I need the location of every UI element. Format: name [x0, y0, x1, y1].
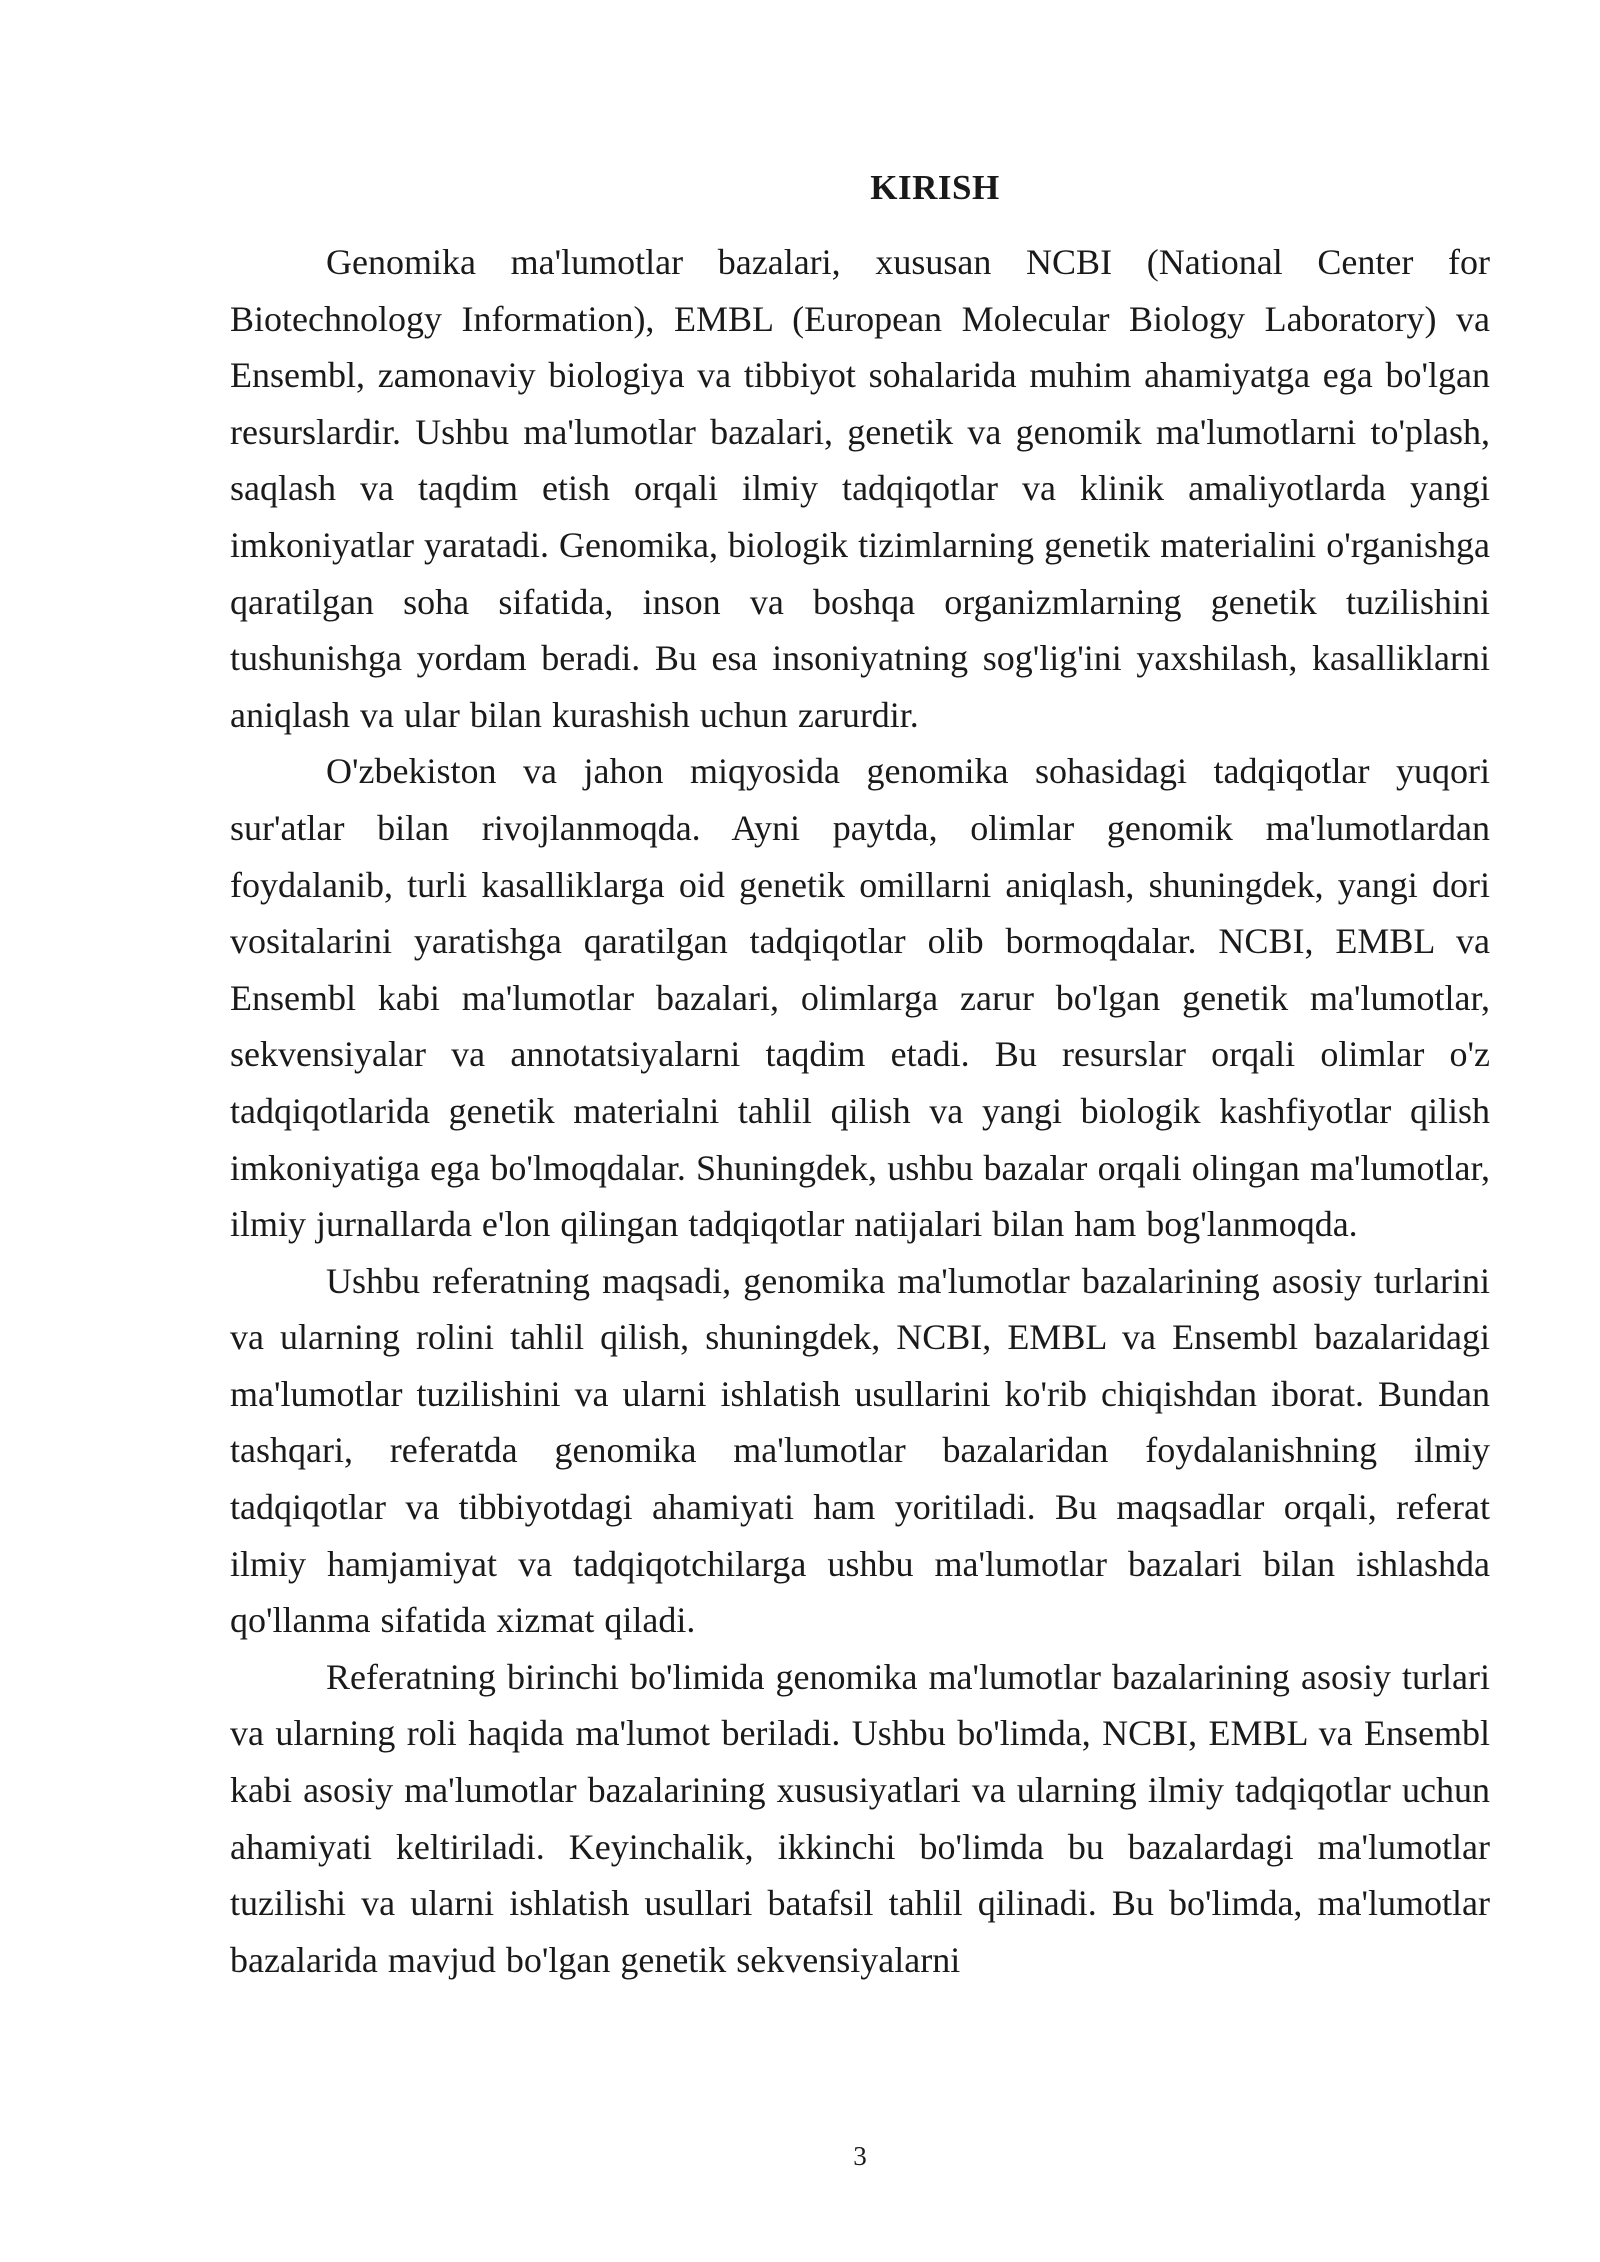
section-heading: KIRISH	[870, 168, 1000, 207]
document-page	[230, 160, 1490, 1988]
paragraph-research-development: O'zbekiston va jahon miqyosida genomika sohasidagi tadqiqotlar yuqori sur'atlar bilan rivojlanmoqda. Ayni paytda, olimlar genomik ma'lumotlardan foydalanib, turli kasalliklarga oid genetik omillarni aniqlash, shuningdek, yangi dori vositalarini yaratishga qaratilgan tadqiqotlar olib bormoqdalar. NCBI, EMBL va Ensembl kabi ma'lumotlar bazalari, olimlarga zarur bo'lgan genetik ma'lumotlar, sekvensiyalar va annotatsiyalarni taqdim etadi. Bu resurslar orqali olimlar o'z tadqiqotlarida genetik materialni tahlil qilish va yangi biologik kashfiyotlar qilish imkoniyatiga ega bo'lmoqdalar. Shuningdek, ushbu bazalar orqali olingan ma'lumotlar, ilmiy jurnallarda e'lon qilingan tadqiqotlar natijalari bilan ham bog'lanmoqda.	[230, 751, 1490, 1245]
page-number: 3	[853, 2141, 867, 2171]
paragraph-structure-overview: Referatning birinchi bo'limida genomika ma'lumotlar bazalarining asosiy turlari va ularning roli haqida ma'lumot beriladi. Ushbu bo'limda, NCBI, EMBL va Ensembl kabi asosiy ma'lumotlar bazalarining xususiyatlari va ularning ilmiy tadqiqotlar uchun ahamiyati keltiriladi. Keyinchalik, ikkinchi bo'limda bu bazalardagi ma'lumotlar tuzilishi va ularni ishlatish usullari batafsil tahlil qilinadi. Bu bo'limda, ma'lumotlar bazalarida mavjud bo'lgan genetik sekvensiyalarni	[230, 1656, 1490, 1980]
paragraph-purpose: Ushbu referatning maqsadi, genomika ma'lumotlar bazalarining asosiy turlarini va ularning rolini tahlil qilish, shuningdek, NCBI, EMBL va Ensembl bazalaridagi ma'lumotlar tuzilishini va ularni ishlatish usullarini ko'rib chiqishdan iborat. Bundan tashqari, referatda genomika ma'lumotlar bazalaridan foydalanishning ilmiy tadqiqotlar va tibbiyotdagi ahamiyati ham yoritiladi. Bu maqsadlar orqali, referat ilmiy hamjamiyat va tadqiqotchilarga ushbu ma'lumotlar bazalari bilan ishlashda qo'llanma sifatida xizmat qiladi.	[230, 1260, 1490, 1641]
paragraph-intro-genomics-databases: Genomika ma'lumotlar bazalari, xususan NCBI (National Center for Biotechnology Information), EMBL (European Molecular Biology Laboratory) va Ensembl, zamonaviy biologiya va tibbiyot sohalarida muhim ahamiyatga ega bo'lgan resurslardir. Ushbu ma'lumotlar bazalari, genetik va genomik ma'lumotlarni to'plash, saqlash va taqdim etish orqali ilmiy tadqiqotlar va klinik amaliyotlarda yangi imkoniyatlar yaratadi. Genomika, biologik tizimlarning genetik materialini o'rganishga qaratilgan soha sifatida, inson va boshqa organizmlarning genetik tuzilishini tushunishga yordam beradi. Bu esa insoniyatning sog'lig'ini yaxshilash, kasalliklarni aniqlash va ular bilan kurashish uchun zarurdir.	[230, 242, 1490, 735]
